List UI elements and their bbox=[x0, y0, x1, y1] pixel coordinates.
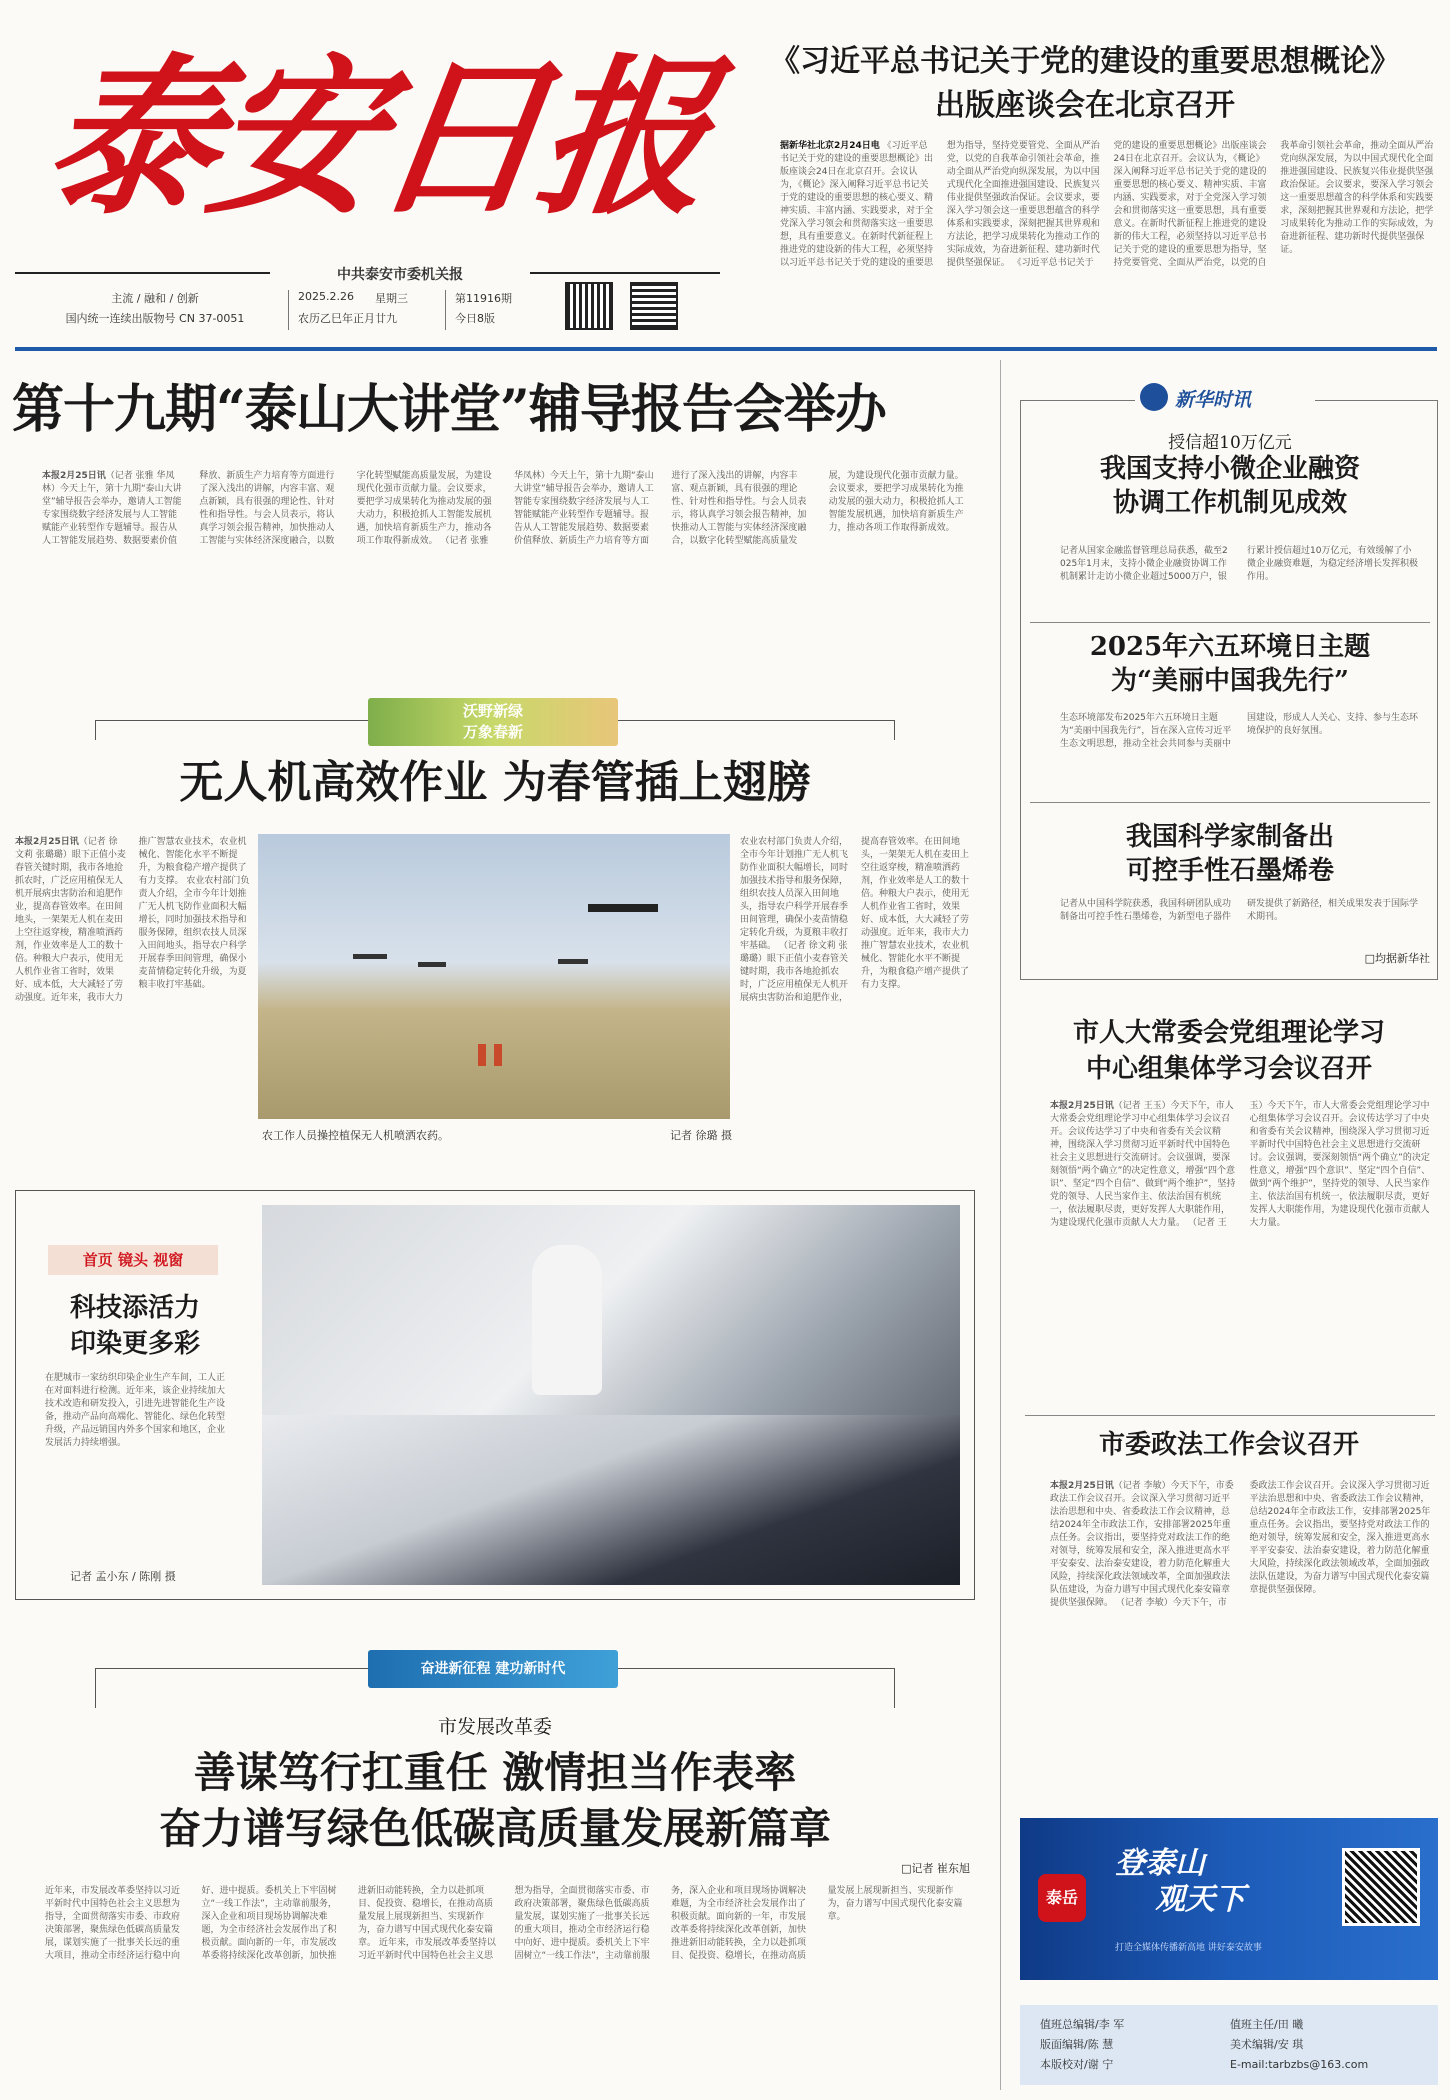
drone-icon bbox=[418, 962, 446, 967]
staff-line: 值班主任/田 曦 bbox=[1230, 2018, 1304, 2031]
worker-figure bbox=[532, 1245, 602, 1395]
drone-body-right: 农业农村部门负责人介绍，全市今年计划推广无人机飞防作业面积大幅增长，同时加强技术指导和服务保障，组织农技人员深入田间地头，指导农户科学开展春季田间管理，确保小麦苗情稳定转化升级，为夏粮丰收打牢基础。 （记者 徐文莉 张璐璐）眼下正值小麦春管关键时期，我市各地抢抓农时，广泛应用植保无人机开展病虫害防治和追肥作业，提高春管效率。在田间地头，一架架无人机在麦田上空往返穿梭，精准喷洒药剂，作业效率是人工的数十倍。种粮大户表示，使用无人机作业省工省时，效果好、成本低，大大减轻了劳动强度。近年来，我市大力推广智慧农业技术，农业机械化、智能化水平不断提升，为粮食稳产增产提供了有力支撑。 bbox=[740, 837, 970, 1003]
zhengfa-title: 市委政法工作会议召开 bbox=[1098, 1430, 1359, 1460]
issue-number: 第11916期 bbox=[455, 292, 512, 305]
top-story-body: 据新华社北京2月24日电 《习近平总书记关于党的建设的重要思想概论》出版座谈会24日在北京召开。会议认为，《概论》深入阐释习近平总书记关于党的建设的重要思想的核心要义、精神实质、丰富内涵、实践要求，对于全党深入学习领会和贯彻落实这一重要思想，具有重要意义。在新时代新征程上推进党的建设新的伟大工程，必须坚持以习近平总书记关于党的建设的重要思想为指导，坚持党要管党、全面从严治党，以党的自我革命引领社会革命，推动全面从严治党向纵深发展，为以中国式现代化全面推进强国建设、民族复兴伟业提供坚强政治保证。会议要求，要深入学习领会这一重要思想蕴含的科学体系和实践要求，深刻把握其世界观和方法论，把学习成果转化为推动工作的实际成效，为奋进新征程、建功新时代提供坚强保证。 《习近平总书记关于党的建设的重要思想概论》出版座谈会24日在北京召开。会议认为，《概论》深入阐释习近平总书记关于党的建设的重要思想的核心要义、精神实质、丰富内涵、实践要求，对于全党深入学习领会和贯彻落实这一重要思想，具有重要意义。在新时代新征程上推进党的建设新的伟大工程，必须坚持以习近平总书记关于党的建设的重要思想为指导，坚持党要管党、全面从严治党，以党的自我革命引领社会革命，推动全面从严治党向纵深发展，为以中国式现代化全面推进强国建设、民族复兴伟业提供坚强政治保证。会议要求，要深入学习领会这一重要思想蕴含的科学体系和实践要求，深刻把握其世界观和方法论，把学习成果转化为推动工作的实际成效，为奋进新征程、建功新时代提供坚强保证。 bbox=[780, 141, 1434, 268]
reform-author: □记者 崔东旭 bbox=[901, 1862, 970, 1875]
npc-title: 市人大常委会党组理论学习 中心组集体学习会议召开 bbox=[1072, 1018, 1385, 1084]
staff-line: 本版校对/谢 宁 bbox=[1040, 2058, 1114, 2071]
drone-title: 无人机高效作业 为春管插上翅膀 bbox=[179, 757, 811, 808]
masthead-logo bbox=[33, 28, 719, 263]
printing-title: 科技添活力 印染更多彩 bbox=[69, 1293, 200, 1359]
xinhua-s3-body: 记者从中国科学院获悉，我国科研团队成功制备出可控手性石墨烯卷，为新型电子器件研发提供了新路径，相关成果发表于国际学术期刊。 bbox=[1060, 899, 1419, 922]
drone-banner: 沃野新绿 万象春新 bbox=[368, 698, 618, 746]
lecture-body: 本报2月25日讯（记者 张雅 华凤林）今天上午，第十九期“泰山大讲堂”辅导报告会举办，邀请人工智能专家围绕数字经济发展与人工智能赋能产业转型作专题辅导。报告从人工智能发展趋势、数据要素价值释放、新质生产力培育等方面进行了深入浅出的讲解，内容丰富、观点新颖，具有很强的理论性、针对性和指导性。与会人员表示，将认真学习领会报告精神，加快推动人工智能与实体经济深度融合，以数字化转型赋能高质量发展，为建设现代化强市贡献力量。会议要求，要把学习成果转化为推动发展的强大动力，积极抢抓人工智能发展机遇，加快培育新质生产力，推动各项工作取得新成效。 （记者 张雅 华凤林）今天上午，第十九期“泰山大讲堂”辅导报告会举办，邀请人工智能专家围绕数字经济发展与人工智能赋能产业转型作专题辅导。报告从人工智能发展趋势、数据要素价值释放、新质生产力培育等方面进行了深入浅出的讲解，内容丰富、观点新颖，具有很强的理论性、针对性和指导性。与会人员表示，将认真学习领会报告精神，加快推动人工智能与实体经济深度融合，以数字化转型赋能高质量发展，为建设现代化强市贡献力量。会议要求，要把学习成果转化为推动发展的强大动力，积极抢抓人工智能发展机遇，加快培育新质生产力，推动各项工作取得新成效。 bbox=[42, 471, 964, 546]
drone-caption: 农工作人员操控植保无人机喷洒农药。 记者 徐璐 摄 bbox=[262, 1129, 732, 1142]
qr-code-icon bbox=[565, 282, 613, 330]
publisher-line: 中共泰安市委机关报 bbox=[270, 264, 530, 284]
tourism-ad[interactable] bbox=[1020, 1818, 1438, 1980]
lunar-date: 农历乙巳年正月廿九 bbox=[298, 312, 397, 325]
staff-line: 版面编辑/陈 慧 bbox=[1040, 2038, 1114, 2051]
qr-code-icon bbox=[630, 282, 678, 330]
drone-body-left: 本报2月25日讯（记者 徐文莉 张璐璐）眼下正值小麦春管关键时期，我市各地抢抓农时，广泛应用植保无人机开展病虫害防治和追肥作业，提高春管效率。在田间地头，一架架无人机在麦田上空往返穿梭，精准喷洒药剂，作业效率是人工的数十倍。种粮大户表示，使用无人机作业省工省时，效果好、成本低，大大减轻了劳动强度。近年来，我市大力推广智慧农业技术，农业机械化、智能化水平不断提升，为粮食稳产增产提供了有力支撑。 农业农村部门负责人介绍，全市今年计划推广无人机飞防作业面积大幅增长，同时加强技术指导和服务保障，组织农技人员深入田间地头，指导农户科学开展春季田间管理，确保小麦苗情稳定转化升级，为夏粮丰收打牢基础。 bbox=[15, 837, 250, 1003]
xinhua-s1-body: 记者从国家金融监督管理总局获悉，截至2025年1月末，支持小微企业融资协调工作机制累计走访小微企业超过5000万户，银行累计授信超过10万亿元，有效缓解了小微企业融资难题，为稳定经济增长发挥积极作用。 bbox=[1060, 546, 1419, 582]
staff-box bbox=[1020, 2005, 1438, 2085]
reform-banner: 奋进新征程 建功新时代 bbox=[368, 1650, 618, 1688]
worker-figure bbox=[494, 1044, 502, 1066]
zhengfa-body: 本报2月25日讯（记者 李敏）今天下午，市委政法工作会议召开。会议深入学习贯彻习近平法治思想和中央、省委政法工作会议精神，总结2024年全市政法工作，安排部署2025年重点任务。会议指出，要坚持党对政法工作的绝对领导，统筹发展和安全，深入推进更高水平平安泰安、法治泰安建设，着力防范化解重大风险，持续深化政法领域改革，全面加强政法队伍建设，为奋力谱写中国式现代化泰安篇章提供坚强保障。 （记者 李敏）今天下午，市委政法工作会议召开。会议深入学习贯彻习近平法治思想和中央、省委政法工作会议精神，总结2024年全市政法工作，安排部署2025年重点任务。会议指出，要坚持党对政法工作的绝对领导，统筹发展和安全，深入推进更高水平平安泰安、法治泰安建设，着力防范化解重大风险，持续深化政法领域改革，全面加强政法队伍建设，为奋力谱写中国式现代化泰安篇章提供坚强保障。 bbox=[1050, 1481, 1431, 1608]
printing-credit: 记者 孟小东 / 陈刚 摄 bbox=[70, 1570, 176, 1583]
npc-body: 本报2月25日讯（记者 王玉）今天下午，市人大常委会党组理论学习中心组集体学习会议召开。会议传达学习了中央和省委有关会议精神，围绕深入学习贯彻习近平新时代中国特色社会主义思想进行交流研讨。会议强调，要深刻领悟“两个确立”的决定性意义，增强“四个意识”、坚定“四个自信”、做到“两个维护”，坚持党的领导、人民当家作主、依法治国有机统一，依法履职尽责，更好发挥人大职能作用，为建设现代化强市贡献人大力量。 （记者 王玉）今天下午，市人大常委会党组理论学习中心组集体学习会议召开。会议传达学习了中央和省委有关会议精神，围绕深入学习贯彻习近平新时代中国特色社会主义思想进行交流研讨。会议强调，要深刻领悟“两个确立”的决定性意义，增强“四个意识”、坚定“四个自信”、做到“两个维护”，坚持党的领导、人民当家作主、依法治国有机统一，依法履职尽责，更好发挥人大职能作用，为建设现代化强市贡献人大力量。 bbox=[1050, 1101, 1431, 1228]
printing-tag: 首页 镜头 视窗 bbox=[48, 1245, 218, 1275]
ad-slogan: 登泰山 观天下 bbox=[1115, 1846, 1245, 1917]
lecture-title: 第十九期“泰山大讲堂”辅导报告会举办 bbox=[12, 379, 886, 440]
xinhua-s3-title: 我国科学家制备出 可控手性石墨烯卷 bbox=[1125, 822, 1334, 886]
xinhua-s2-title: 2025年六五环境日主题 为“美丽中国我先行” bbox=[1089, 632, 1371, 696]
xinhua-credit: □均据新华社 bbox=[1364, 952, 1430, 965]
printing-body: 在肥城市一家纺织印染企业生产车间，工人正在对面料进行检测。近年来，该企业持续加大技术改造和研发投入，引进先进智能化生产设备，推动产品向高端化、智能化、绿色化转型升级，产品远销国内外多个国家和地区，企业发展活力持续增强。 bbox=[45, 1373, 226, 1448]
printing-photo bbox=[262, 1205, 960, 1583]
drone-icon bbox=[353, 954, 387, 959]
top-story-title: 《习近平总书记关于党的建设的重要思想概论》 出版座谈会在北京召开 bbox=[770, 44, 1400, 123]
worker-figure bbox=[478, 1044, 486, 1066]
issue-date: 2025.2.26 bbox=[298, 290, 354, 303]
slogan: 主流 / 融和 / 创新 bbox=[111, 292, 199, 305]
xinhua-s2-body: 生态环境部发布2025年六五环境日主题为“美丽中国我先行”，旨在深入宣传习近平生态文明思想，推动全社会共同参与美丽中国建设，形成人人关心、支持、参与生态环境保护的良好氛围。 bbox=[1060, 713, 1419, 749]
cn-number: 国内统一连续出版物号 CN 37-0051 bbox=[65, 312, 245, 325]
xinhua-logo-icon bbox=[1140, 383, 1168, 411]
logo-text: 泰安日报 bbox=[33, 38, 719, 238]
staff-line: 美术编辑/安 琪 bbox=[1230, 2038, 1304, 2051]
fabric-roll bbox=[262, 1415, 960, 1585]
staff-line: 值班总编辑/李 军 bbox=[1040, 2018, 1125, 2031]
xinhua-s1-title: 我国支持小微企业融资 协调工作机制见成效 bbox=[1099, 454, 1360, 518]
drone-icon bbox=[558, 959, 588, 964]
drone-icon bbox=[588, 904, 658, 912]
weekday: 星期三 bbox=[375, 292, 408, 305]
reform-title: 善谋笃行扛重任 激情担当作表率 奋力谱写绿色低碳高质量发展新篇章 bbox=[158, 1748, 831, 1853]
masthead-info bbox=[30, 290, 720, 335]
page-count: 今日8版 bbox=[455, 312, 495, 325]
ad-tagline: 打造全媒体传播新高地 讲好泰安故事 bbox=[1115, 1943, 1262, 1953]
reform-body: 近年来，市发展改革委坚持以习近平新时代中国特色社会主义思想为指导，全面贯彻落实市委、市政府决策部署，聚焦绿色低碳高质量发展，谋划实施了一批事关长远的重大项目，推动全市经济运行稳中向好、进中提质。委机关上下牢固树立“一线工作法”，主动靠前服务，深入企业和项目现场协调解决难题，为全市经济社会发展作出了积极贡献。面向新的一年，市发展改革委将持续深化改革创新，加快推进新旧动能转换，全力以赴抓项目、促投资、稳增长，在推动高质量发展上展现新担当、实现新作为，奋力谱写中国式现代化泰安篇章。 近年来，市发展改革委坚持以习近平新时代中国特色社会主义思想为指导，全面贯彻落实市委、市政府决策部署，聚焦绿色低碳高质量发展，谋划实施了一批事关长远的重大项目，推动全市经济运行稳中向好、进中提质。委机关上下牢固树立“一线工作法”，主动靠前服务，深入企业和项目现场协调解决难题，为全市经济社会发展作出了积极贡献。面向新的一年，市发展改革委将持续深化改革创新，加快推进新旧动能转换，全力以赴抓项目、促投资、稳增长，在推动高质量发展上展现新担当、实现新作为，奋力谱写中国式现代化泰安篇章。 bbox=[45, 1886, 963, 1961]
staff-email[interactable]: E-mail:tarbzbs@163.com bbox=[1230, 2058, 1369, 2071]
drone-photo bbox=[258, 834, 730, 1119]
reform-kicker: 市发展改革委 bbox=[437, 1716, 552, 1738]
ad-badge: 泰岳 bbox=[1038, 1874, 1086, 1922]
qr-code-icon[interactable] bbox=[1342, 1848, 1420, 1926]
xinhua-tag: 新华时讯 bbox=[1135, 380, 1315, 414]
xinhua-s1-kicker: 授信超10万亿元 bbox=[1168, 433, 1292, 453]
